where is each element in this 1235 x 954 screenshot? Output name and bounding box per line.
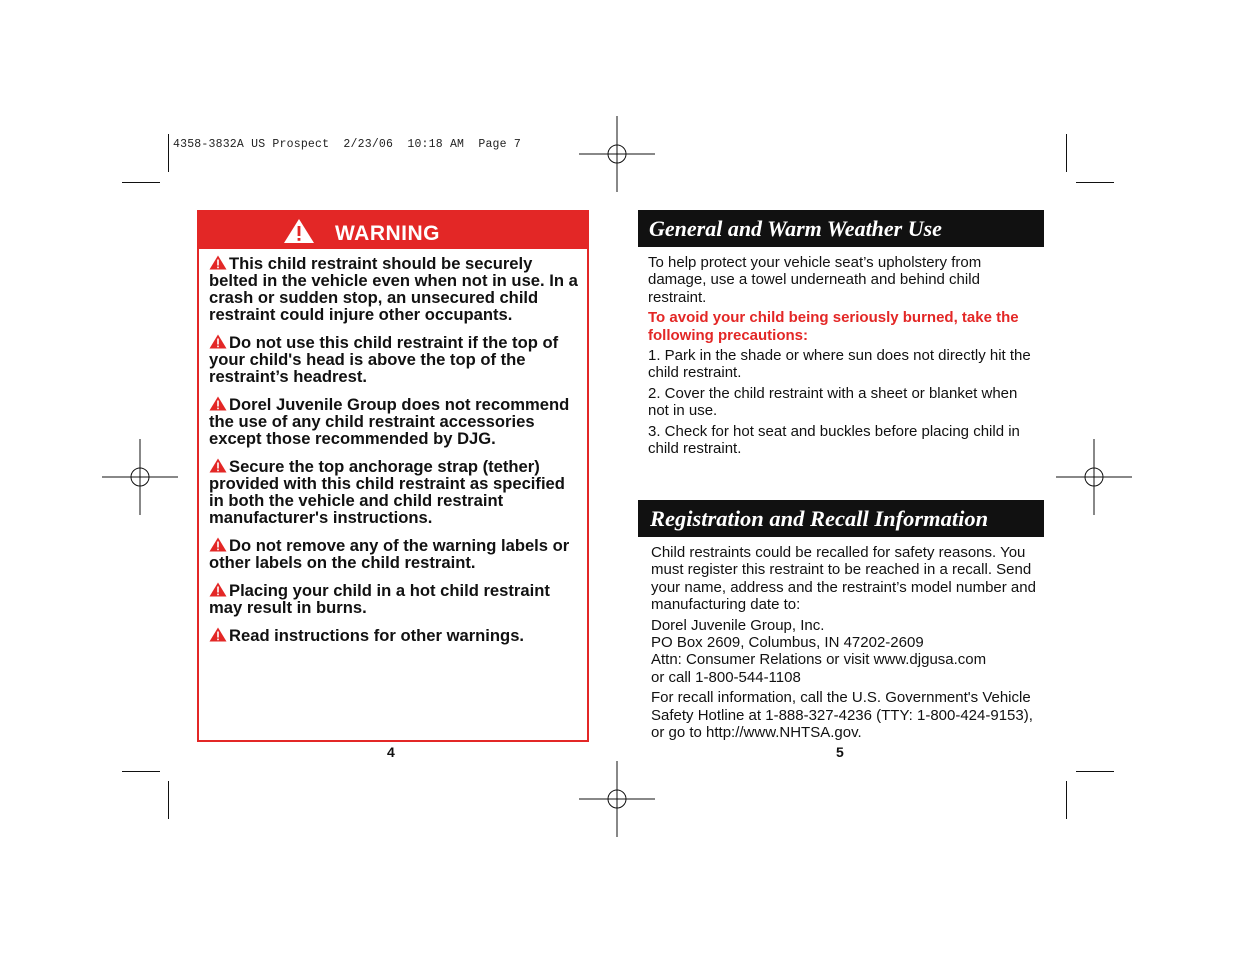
registration-target-icon [579,761,655,837]
general-intro: To help protect your vehicle seat’s upholstery from damage, use a towel underneath and behind child restraint. [648,254,982,306]
address-line: Attn: Consumer Relations or visit www.djgusa.com [651,651,987,669]
registration-target-icon [1056,439,1132,515]
print-slug-line: 4358-3832A US Prospect 2/23/06 10:18 AM Page 7 [173,138,521,151]
warning-triangle-icon [209,396,227,411]
crop-mark [1066,781,1067,819]
warning-box [197,210,589,742]
warning-item-text: Read instructions for other warnings. [229,626,525,645]
warning-triangle-icon [209,627,227,642]
warning-header [199,212,587,249]
recall-hotline-info: For recall information, call the U.S. Government's Vehicle Safety Hotline at 1-888-327-4236 (TTY: 1-800-424-9153), or go to http://www.NHTSA.gov. [651,689,1033,742]
precaution-step: 2. Cover the child restraint with a sheet or blanket when not in use. [648,384,1018,420]
warning-item-text: Do not use this child restraint if the top of your child's head is above the top of the restraint’s headrest. [209,333,559,386]
warning-item [209,396,579,447]
registration-section-title: Registration and Recall Information [638,500,1044,537]
precaution-step: 1. Park in the shade or where sun does not directly hit the child restraint. [648,347,1031,382]
warning-item [209,458,579,526]
page-number-left: 4 [387,744,395,760]
crop-mark [168,781,169,819]
crop-mark [168,134,169,172]
warning-item-text: Do not remove any of the warning labels or other labels on the child restraint. [209,536,570,572]
warning-item [209,537,579,571]
registration-target-icon [102,439,178,515]
warning-triangle-icon [209,255,227,270]
warning-item-text: This child restraint should be securely belted in the vehicle even when not in use. In a crash or sudden stop, an unsecured child restraint could injure other occupants. [209,254,578,324]
warning-triangle-icon [209,537,227,552]
general-section-title: General and Warm Weather Use [638,210,1044,247]
precaution-step: 3. Check for hot seat and buckles before placing child in child restraint. [648,422,1020,458]
crop-mark [1076,182,1114,183]
crop-mark [1066,134,1067,172]
warning-triangle-icon [283,218,315,244]
warning-title: WARNING [335,222,440,245]
warning-triangle-icon [209,458,227,473]
warning-item-text: Secure the top anchorage strap (tether) provided with this child restraint as specified in both the vehicle and child restraint manufacturer's instructions. [209,457,565,527]
burn-caution: To avoid your child being seriously burned, take the following precautions: [648,309,1019,344]
registration-section-body [651,544,1041,744]
address-line: Dorel Juvenile Group, Inc. [651,616,825,634]
crop-mark [122,182,160,183]
crop-mark [122,771,160,772]
address-line: or call 1-800-544-1108 [651,668,801,686]
warning-triangle-icon [209,582,227,597]
crop-mark [1076,771,1114,772]
warning-item-text: Dorel Juvenile Group does not recommend the use of any child restraint accessories except those recommended by DJG. [209,395,570,448]
warning-item [209,627,579,644]
registration-target-icon [579,116,655,192]
general-section-body [648,254,1040,460]
warning-item [209,582,579,616]
warning-item-text: Placing your child in a hot child restraint may result in burns. [209,581,550,617]
warning-list [199,249,587,644]
address-line: PO Box 2609, Columbus, IN 47202-2609 [651,634,924,652]
warning-item [209,255,579,323]
warning-item [209,334,579,385]
warning-triangle-icon [209,334,227,349]
registration-intro: Child restraints could be recalled for safety reasons. You must register this restraint to be reached in a recall. Send your name, address and the restraint’s model number and manufacturing date to: [651,544,1036,614]
page-number-right: 5 [836,744,844,760]
